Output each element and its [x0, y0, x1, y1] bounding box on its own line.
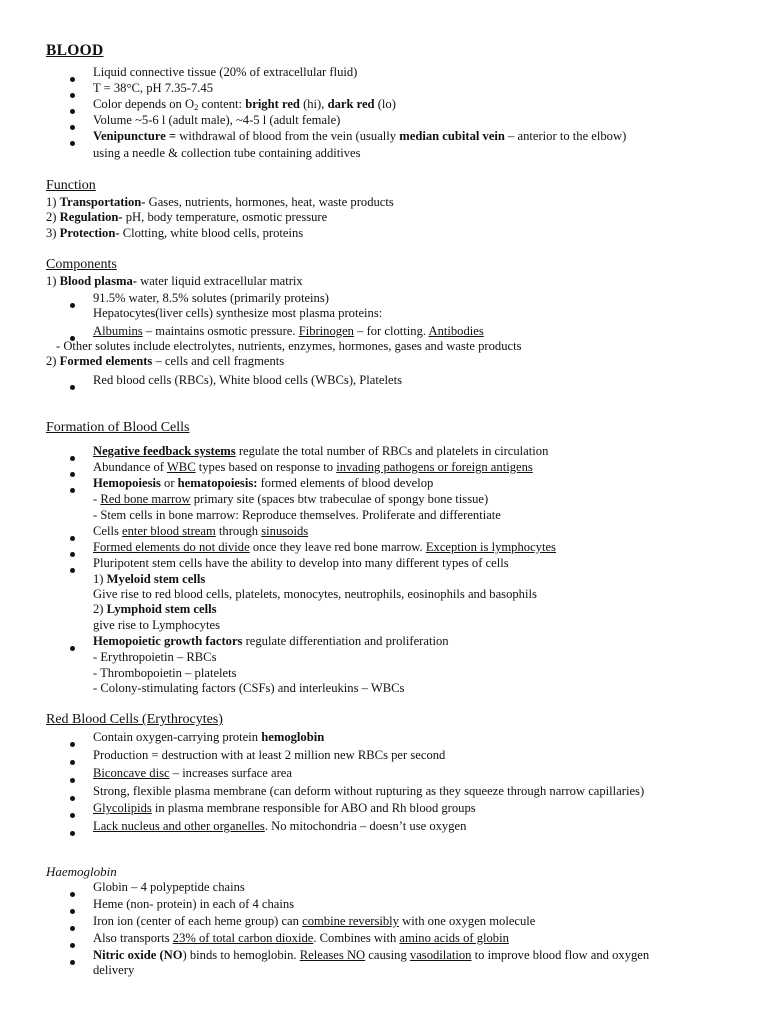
text: formed elements of blood develop: [257, 476, 434, 490]
bullet-icon: [70, 109, 75, 114]
rbc-bullet-1: [93, 730, 324, 746]
bullet-icon: [70, 796, 75, 801]
bullet-icon: [70, 303, 75, 308]
text-underlined: Albumins: [93, 324, 143, 338]
bullet-icon: [70, 552, 75, 557]
text: Abundance of: [93, 460, 167, 474]
text-bold: Hemopoiesis: [93, 476, 161, 490]
bullet-icon: [70, 760, 75, 765]
function-item-1: [46, 195, 394, 211]
text: content:: [198, 97, 246, 111]
bullet-icon: [70, 926, 75, 931]
text: through: [215, 524, 262, 538]
text: once they leave red bone marrow.: [249, 540, 426, 554]
text-bold: Venipuncture =: [93, 129, 177, 143]
bullet-icon: [70, 646, 75, 651]
intro-bullet-4: Volume ~5-6 l (adult male), ~4-5 l (adult female): [93, 113, 341, 127]
text-bold: Transportation-: [59, 195, 146, 209]
text: 1): [46, 195, 60, 209]
components-bullet-1-cont: Hepatocytes(liver cells) synthesize most plasma proteins:: [93, 306, 383, 320]
bullet-icon: [70, 742, 75, 747]
text: with one oxygen molecule: [398, 914, 536, 928]
text-bold-underlined: Negative feedback systems: [93, 444, 236, 458]
function-item-3: [46, 226, 303, 242]
rbc-bullet-5: [93, 801, 476, 817]
intro-bullet-5-cont: using a needle & collection tube containing additives: [93, 146, 361, 160]
text: Also transports: [93, 931, 173, 945]
components-item-1: [46, 274, 303, 290]
text: in plasma membrane responsible for ABO and Rh blood groups: [151, 801, 476, 815]
section-heading-components: Components: [46, 257, 117, 272]
components-item-2: [46, 354, 284, 370]
text: – anterior to the elbow): [504, 129, 627, 143]
bullet-icon: [70, 456, 75, 461]
formation-bullet-6-myeloid: [93, 572, 205, 588]
formation-bullet-7: [93, 634, 449, 650]
function-item-2: [46, 210, 327, 226]
formation-bullet-4: [93, 524, 308, 540]
text: primary site (spaces btw trabeculae of spongy bone tissue): [190, 492, 489, 506]
bullet-icon: [70, 892, 75, 897]
text: . No mitochondria – doesn’t use oxygen: [264, 819, 467, 833]
components-bullet-2: [93, 324, 484, 340]
text-underlined: amino acids of globin: [399, 931, 509, 945]
text-underlined: vasodilation: [409, 948, 472, 962]
components-bullet-3: Red blood cells (RBCs), White blood cells (WBCs), Platelets: [93, 373, 402, 387]
text-bold: Blood plasma-: [59, 274, 137, 288]
formation-bullet-1: [93, 444, 548, 460]
bullet-icon: [70, 778, 75, 783]
bullet-icon: [70, 125, 75, 130]
text: Gases, nutrients, hormones, heat, waste products: [145, 195, 394, 209]
text-underlined: Releases NO: [299, 948, 366, 962]
text: Contain oxygen-carrying protein: [93, 730, 262, 744]
text-bold: Myeloid stem cells: [106, 572, 206, 586]
formation-bullet-6-myeloid-desc: Give rise to red blood cells, platelets, monocytes, neutrophils, eosinophils and basophils: [93, 587, 537, 601]
text-underlined: Exception is lymphocytes: [425, 540, 556, 554]
formation-bullet-6: Pluripotent stem cells have the ability to develop into many different types of cells: [93, 556, 509, 570]
bullet-icon: [70, 568, 75, 573]
text: to improve blood flow and oxygen: [471, 948, 650, 962]
text: 2): [46, 354, 60, 368]
text-underlined: Red bone marrow: [100, 492, 191, 506]
formation-bullet-6-lymphoid-desc: give rise to Lymphocytes: [93, 618, 220, 632]
text-underlined: combine reversibly: [302, 914, 399, 928]
text: Cells: [93, 524, 123, 538]
rbc-bullet-2: Production = destruction with at least 2 million new RBCs per second: [93, 748, 446, 762]
text-underlined: invading pathogens or foreign antigens: [336, 460, 533, 474]
text: ) binds to hemoglobin.: [182, 948, 300, 962]
intro-bullet-1: Liquid connective tissue (20% of extracellular fluid): [93, 65, 358, 79]
section-heading-formation: Formation of Blood Cells: [46, 420, 190, 435]
text: – for clotting.: [353, 324, 429, 338]
text-underlined: Lack nucleus and other organelles: [93, 819, 265, 833]
haemoglobin-bullet-1: Globin – 4 polypeptide chains: [93, 880, 245, 894]
text: (lo): [374, 97, 396, 111]
text: -: [93, 492, 101, 506]
text: 2): [46, 210, 60, 224]
text-underlined: Formed elements do not divide: [93, 540, 250, 554]
subscript: 2: [194, 102, 199, 112]
bullet-icon: [70, 536, 75, 541]
bullet-icon: [70, 943, 75, 948]
intro-bullet-3: [93, 97, 396, 113]
haemoglobin-bullet-4: [93, 931, 509, 947]
rbc-bullet-4: Strong, flexible plasma membrane (can deform without rupturing as they squeeze through narrow capillaries): [93, 784, 645, 798]
bullet-icon: [70, 831, 75, 836]
haemoglobin-bullet-2: Heme (non- protein) in each of 4 chains: [93, 897, 295, 911]
text-underlined: Antibodies: [428, 324, 484, 338]
text-underlined: sinusoids: [261, 524, 309, 538]
formation-bullet-7-sub-3: - Colony-stimulating factors (CSFs) and interleukins – WBCs: [93, 681, 405, 695]
formation-bullet-7-sub-1: - Erythropoietin – RBCs: [93, 650, 217, 664]
haemoglobin-bullet-5-cont: delivery: [93, 963, 135, 977]
section-heading-haemoglobin: Haemoglobin: [46, 864, 117, 879]
text: regulate the total number of RBCs and platelets in circulation: [235, 444, 549, 458]
text-bold: dark red: [327, 97, 375, 111]
bullet-icon: [70, 77, 75, 82]
text-underlined: enter blood stream: [122, 524, 216, 538]
text: – maintains osmotic pressure.: [142, 324, 299, 338]
components-other-solutes: - Other solutes include electrolytes, nutrients, enzymes, hormones, gases and waste products: [56, 339, 522, 353]
formation-bullet-5: [93, 540, 556, 556]
text: 3): [46, 226, 60, 240]
bullet-icon: [70, 141, 75, 146]
text-underlined: WBC: [166, 460, 196, 474]
formation-bullet-3: [93, 476, 433, 492]
text-bold: hemoglobin: [261, 730, 325, 744]
text-underlined: 23% of total carbon dioxide: [172, 931, 314, 945]
text: . Combines with: [313, 931, 400, 945]
text: Iron ion (center of each heme group) can: [93, 914, 303, 928]
text-bold: Protection-: [59, 226, 120, 240]
bullet-icon: [70, 385, 75, 390]
section-heading-rbc: Red Blood Cells (Erythrocytes): [46, 712, 223, 727]
bullet-icon: [70, 93, 75, 98]
haemoglobin-bullet-5: [93, 948, 649, 964]
haemoglobin-bullet-3: [93, 914, 535, 930]
bullet-icon: [70, 813, 75, 818]
bullet-icon: [70, 488, 75, 493]
formation-bullet-2: [93, 460, 533, 476]
rbc-bullet-3: [93, 766, 292, 782]
text: (hi),: [299, 97, 328, 111]
text-bold: hematopoiesis:: [177, 476, 258, 490]
formation-bullet-3-sub-2: - Stem cells in bone marrow: Reproduce themselves. Proliferate and differentiate: [93, 508, 501, 522]
formation-bullet-3-sub-1: [93, 492, 488, 508]
intro-bullet-2: T = 38°C, pH 7.35-7.45: [93, 81, 214, 95]
text-bold: Nitric oxide (NO: [93, 948, 183, 962]
text: 2): [93, 602, 107, 616]
intro-bullet-5: [93, 129, 626, 145]
text-bold: bright red: [245, 97, 300, 111]
text: pH, body temperature, osmotic pressure: [122, 210, 328, 224]
text: Color depends on O: [93, 97, 195, 111]
text-bold: Formed elements: [59, 354, 153, 368]
bullet-icon: [70, 960, 75, 965]
text: Clotting, white blood cells, proteins: [119, 226, 304, 240]
text: 1): [46, 274, 60, 288]
text-underlined: Glycolipids: [93, 801, 152, 815]
text: withdrawal of blood from the vein (usually: [176, 129, 400, 143]
components-bullet-1: 91.5% water, 8.5% solutes (primarily proteins): [93, 291, 329, 305]
rbc-bullet-6: [93, 819, 466, 835]
section-heading-function: Function: [46, 178, 96, 193]
text: water liquid extracellular matrix: [136, 274, 303, 288]
text: regulate differentiation and proliferation: [242, 634, 449, 648]
formation-bullet-6-lymphoid: [93, 602, 217, 618]
text: 1): [93, 572, 107, 586]
text-bold: Hemopoietic growth factors: [93, 634, 243, 648]
text: – increases surface area: [169, 766, 292, 780]
text: causing: [365, 948, 410, 962]
text-bold: Lymphoid stem cells: [106, 602, 217, 616]
text: or: [160, 476, 178, 490]
text-bold: Regulation-: [59, 210, 123, 224]
text-underlined: Biconcave disc: [93, 766, 170, 780]
bullet-icon: [70, 472, 75, 477]
formation-bullet-7-sub-2: - Thrombopoietin – platelets: [93, 666, 237, 680]
page-title: BLOOD: [46, 42, 104, 59]
text: – cells and cell fragments: [152, 354, 285, 368]
text-underlined: Fibrinogen: [298, 324, 354, 338]
text: types based on response to: [195, 460, 337, 474]
text-bold: median cubital vein: [399, 129, 505, 143]
bullet-icon: [70, 909, 75, 914]
